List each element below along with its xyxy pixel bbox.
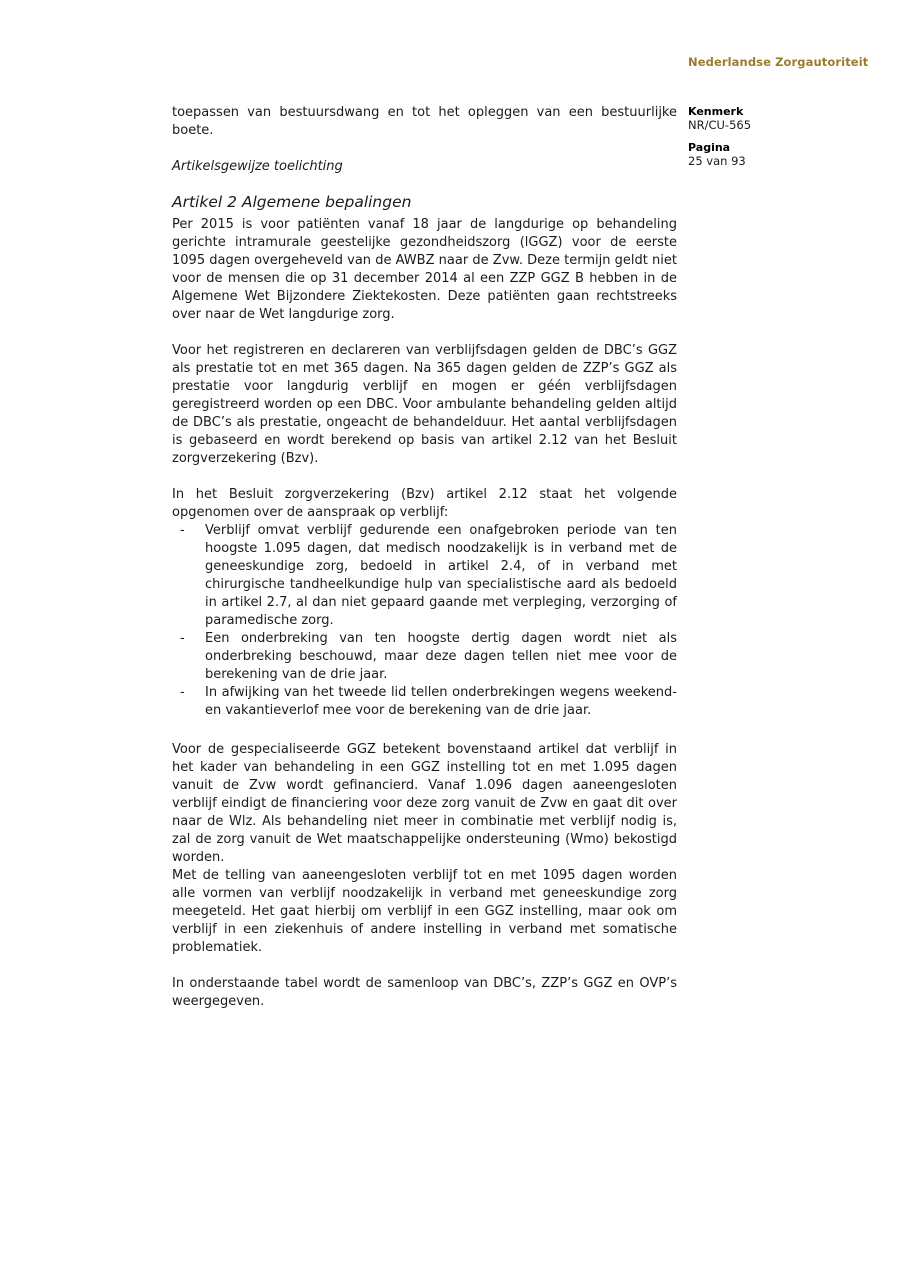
nza-logo: Nederlandse Zorgautoriteit [688,55,869,69]
paragraph-gespecialiseerde-ggz: Voor de gespecialiseerde GGZ betekent bovenstaand artikel dat verblijf in het kader van behandeling in een GGZ instelling tot en met 1.095 dagen vanuit de Zvw wordt gefinancierd. Vanaf 1.096 dagen aaneengesloten verblijf eindigt de financiering voor deze zorg vanuit de Zvw en gaat dit over naar de Wlz. Als behandeling niet meer in combinatie met verblijf nodig is, zal de zorg vanuit de Wet maatschappelijke ondersteuning (Wmo) bekostigd worden. [172,742,677,865]
bullet-onderbreking: - Een onderbreking van ten hoogste dertig dagen wordt niet als onderbreking beschouwd, maar deze dagen tellen niet mee voor de berekening van de drie jaar. [172,630,677,684]
document-meta [688,105,858,177]
kenmerk-label: Kenmerk [688,105,744,118]
article-title: Artikel 2 Algemene bepalingen [172,193,412,211]
paragraph-per-2015: Per 2015 is voor patiënten vanaf 18 jaar de langdurige op behandeling gerichte intramurale geestelijke gezondheidszorg (lGGZ) voor de eerste 1095 dagen overgeheveld van de AWBZ naar de Zvw. Deze termijn geldt niet voor de mensen die op 31 december 2014 al een ZZP GGZ B hebben in de Algemene Wet Bijzondere Ziektekosten. Deze patiënten gaan rechtstreeks over naar de Wet langdurige zorg. [172,217,677,322]
section-title: Artikelsgewijze toelichting [172,159,343,174]
bullet-afwijking: - In afwijking van het tweede lid tellen onderbrekingen wegens weekend- en vakantieverlof mee voor de berekening van de drie jaar. [172,684,677,720]
intro-paragraph: toepassen van bestuursdwang en tot het opleggen van een bestuurlijke boete. [172,105,677,138]
meta-pagina [688,141,858,168]
kenmerk-value: NR/CU-565 [688,118,752,132]
paragraph-besluit-intro: In het Besluit zorgverzekering (Bzv) artikel 2.12 staat het volgende opgenomen over de aanspraak op verblijf: [172,487,677,520]
pagina-label: Pagina [688,141,731,154]
document-body [172,104,677,1029]
bullet-verblijf-omvat: - Verblijf omvat verblijf gedurende een onafgebroken periode van ten hoogste 1.095 dagen, dat medisch noodzakelijk is in verband met de geneeskundige zorg, bedoeld in artikel 2.4, of in verband met chirurgische tandheelkundige hulp van specialistische aard als bedoeld in artikel 2.7, al dan niet gepaard gaande met verpleging, verzorging of paramedische zorg. [172,522,677,630]
meta-kenmerk [688,105,858,132]
paragraph-telling: Met de telling van aaneengesloten verblijf tot en met 1095 dagen worden alle vormen van verblijf noodzakelijk in verband met geneeskundige zorg meegeteld. Het gaat hierbij om verblijf in een GGZ instelling, maar ook om verblijf in een ziekenhuis of andere instelling in verband met somatische problematiek. [172,868,677,955]
verblijf-bullet-list [172,522,677,720]
paragraph-registreren: Voor het registreren en declareren van verblijfsdagen gelden de DBC’s GGZ als prestatie tot en met 365 dagen. Na 365 dagen gelden de ZZP’s GGZ als prestatie voor langdurig verblijf en mogen er géén verblijfsdagen geregistreerd worden op een DBC. Voor ambulante behandeling gelden altijd de DBC’s als prestatie, ongeacht de behandelduur. Het aantal verblijfsdagen is gebaseerd en wordt berekend op basis van artikel 2.12 van het Besluit zorgverzekering (Bzv). [172,343,677,466]
closing-paragraph: In onderstaande tabel wordt de samenloop van DBC’s, ZZP’s GGZ en OVP’s weergegeven. [172,976,677,1009]
pagina-value: 25 van 93 [688,154,746,168]
